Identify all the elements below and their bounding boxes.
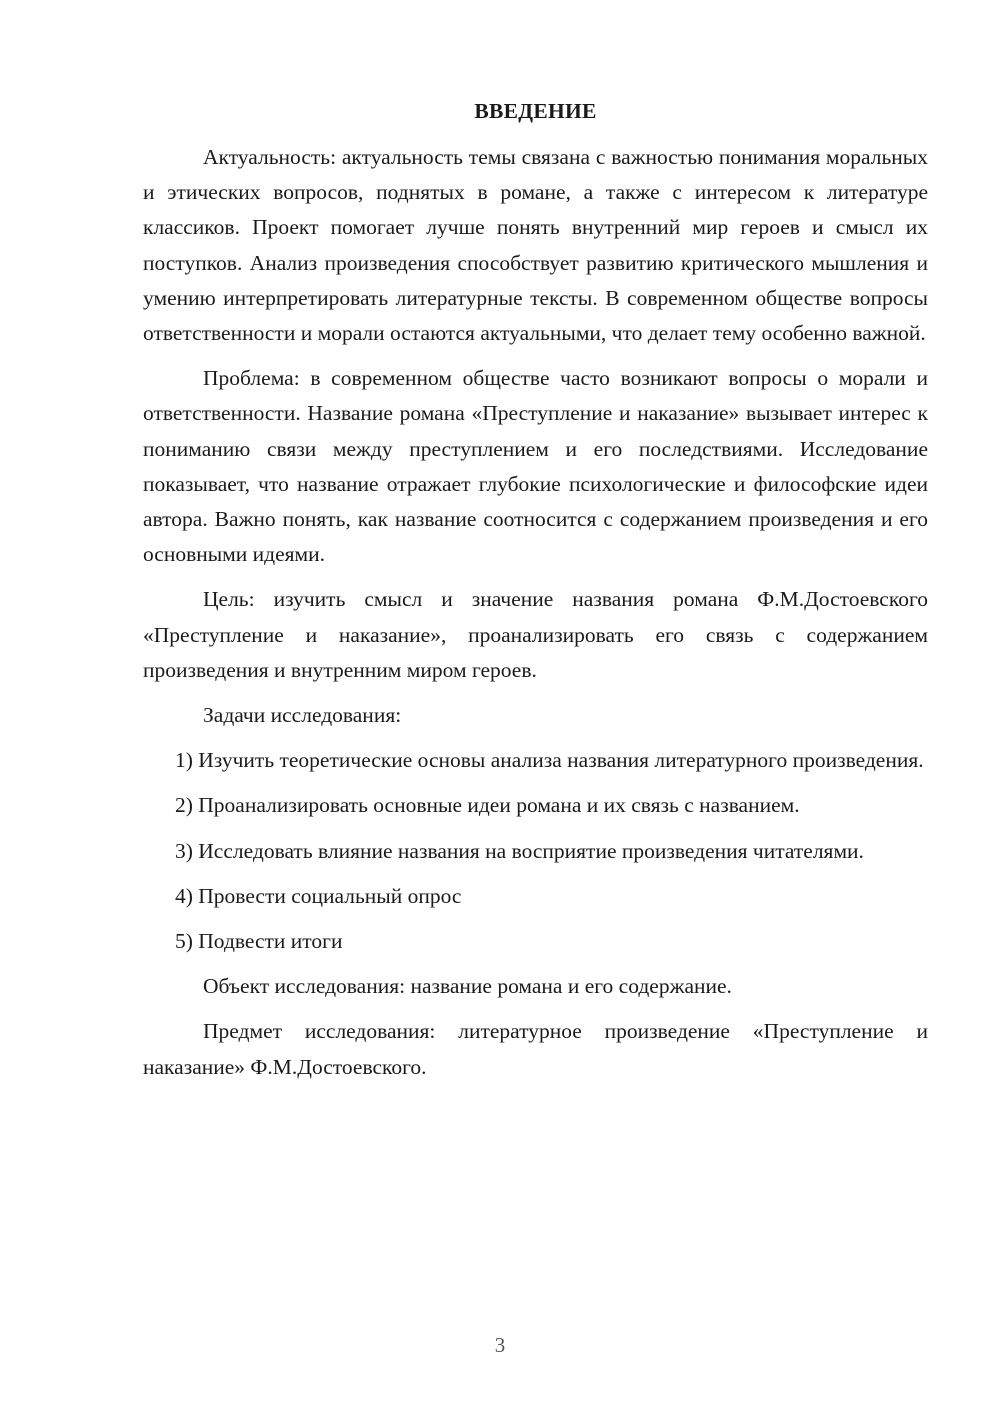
relevance-paragraph: Актуальность: актуальность темы связана с важностью понимания моральных и этических вопросов, поднятых в романе, а также с интересом к литературе классиков. Проект помогает лучше понять внутренний мир героев и смысл их поступков. Анализ произведения способствует развитию критического мышления и умению интерпретировать литературные тексты. В современном обществе вопросы ответственности и морали остаются актуальными, что делает тему особенно важной. xyxy=(143,145,928,346)
problem-paragraph: Проблема: в современном обществе часто возникают вопросы о морали и ответственности. Название романа «Преступление и наказание» вызывает интерес к пониманию связи между преступлением и его последствиями. Исследование показывает, что название отражает глубокие психологические и философские идеи автора. Важно понять, как название соотносится с содержанием произведения и его основными идеями. xyxy=(143,366,928,567)
subject-paragraph: Предмет исследования: литературное произведение «Преступление и наказание» Ф.М.Достоевского. xyxy=(143,1019,928,1079)
task-item-5: 5) Подвести итоги xyxy=(175,929,343,954)
task-item-2: 2) Проанализировать основные идеи романа и их связь с названием. xyxy=(175,793,800,818)
goal-paragraph: Цель: изучить смысл и значение названия романа Ф.М.Достоевского «Преступление и наказание», проанализировать его связь с содержанием произведения и внутренним миром героев. xyxy=(143,587,928,682)
task-item-4: 4) Провести социальный опрос xyxy=(175,883,462,908)
page-number: 3 xyxy=(494,1333,506,1357)
object-paragraph: Объект исследования: название романа и его содержание. xyxy=(203,974,732,999)
document-page xyxy=(143,96,928,1085)
tasks-heading: Задачи исследования: xyxy=(203,703,402,728)
task-item-3: 3) Исследовать влияние названия на восприятие произведения читателями. xyxy=(175,838,864,863)
task-item-1: 1) Изучить теоретические основы анализа названия литературного произведения. xyxy=(175,748,924,773)
section-title: ВВЕДЕНИЕ xyxy=(474,99,597,123)
